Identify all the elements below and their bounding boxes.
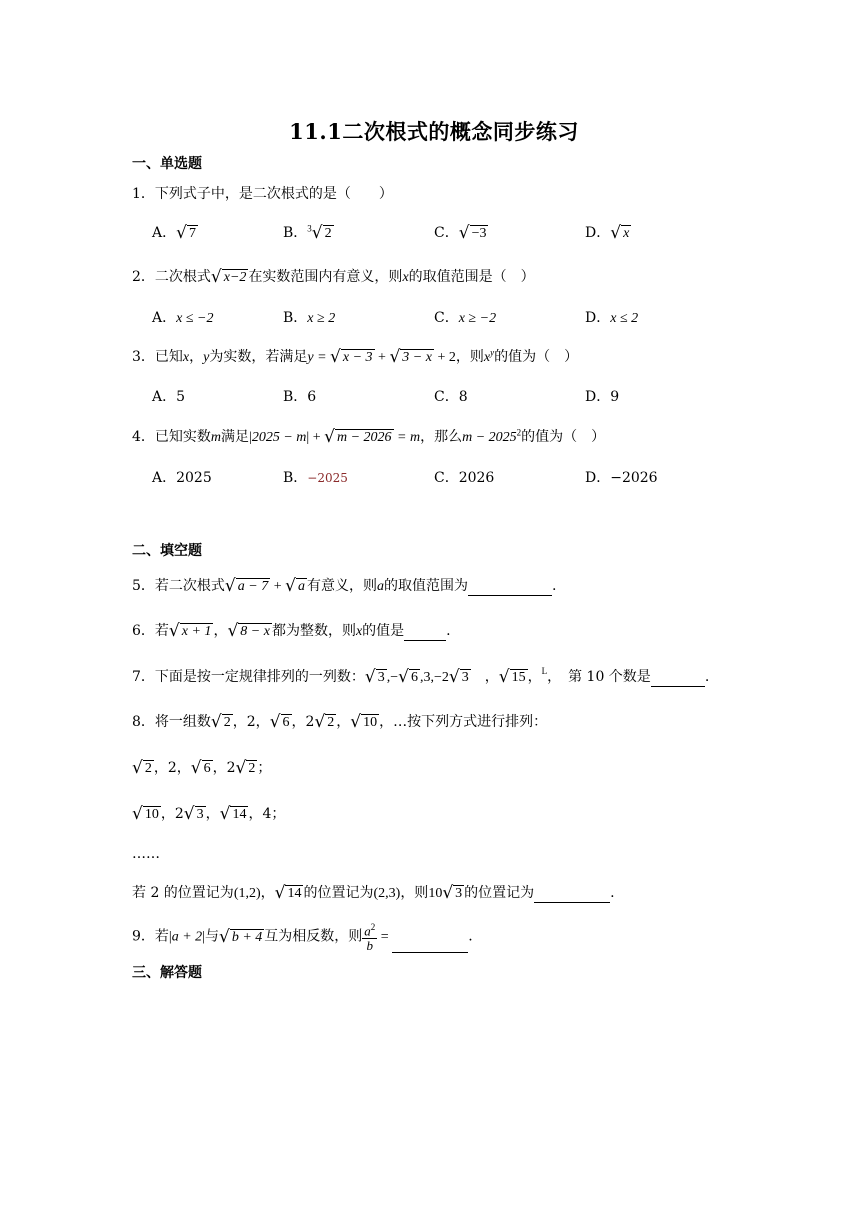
q3-option-a: A．5 (152, 389, 186, 405)
answer-blank-6[interactable] (404, 626, 446, 641)
q8-ellipsis: …… (132, 846, 160, 862)
answer-blank-5[interactable] (468, 581, 552, 596)
q2-option-d: D．x ≤ 2 (585, 310, 639, 326)
question-3-stem: 3．已知x，y为实数，若满足y = √ x − 3 + √ 3 − x + 2，则$x^y$的值为（ ） (132, 347, 579, 367)
page-title: 11.1二次根式的概念同步练习 (289, 119, 579, 144)
q1-option-d: D．√ x (585, 223, 630, 243)
question-8-stem: 8．将一组数√ 2 ，2，√ 6 ，2√ 2 ，√ 10 ，…按下列方式进行排列： (132, 712, 548, 732)
q3-option-b: B．6 (283, 389, 317, 405)
q4-option-c: C．2026 (434, 470, 495, 486)
q4-option-a: A．2025 (152, 470, 212, 486)
question-7-stem: 7．下面是按一定规律排列的一列数：√ 3 ,−√ 6 ,3,−2√ 3 ，√ 15 ，$^L$， 第 10 个数是 . (132, 666, 710, 687)
q8-position-line: 若 2 的位置记为(1,2)，√ 14 的位置记为(2,3)，则10√ 3 的位置记为 . (132, 883, 615, 903)
q1-option-c: C．√ −3 (434, 223, 487, 243)
q4-option-b: B．−2025 (283, 470, 348, 486)
question-6-stem: 6．若√ x + 1 ，√ 8 − x 都为整数，则x的值是 . (132, 621, 451, 641)
section-heading-fill-blank: 二、填空题 (132, 543, 202, 559)
fraction-a2-over-b: $\frac{a^2}{b}$ (364, 922, 376, 954)
section-heading-single-choice: 一、单选题 (132, 156, 202, 172)
answer-blank-7[interactable] (651, 672, 705, 687)
q2-option-c: C．x ≥ −2 (434, 310, 497, 326)
q2-option-a: A．x ≤ −2 (152, 310, 214, 326)
q3-option-c: C．8 (434, 389, 468, 405)
answer-blank-8[interactable] (534, 888, 610, 903)
answer-blank-9[interactable] (392, 938, 468, 953)
q3-option-d: D．9 (585, 389, 620, 405)
q8-row-2: √ 10 ，2√ 3 ，√ 14 ，4； (132, 804, 286, 824)
question-1-stem: 1．下列式子中，是二次根式的是（ ） (132, 186, 393, 202)
q4-option-d: D．−2026 (585, 470, 658, 486)
question-9-stem: 9．若|a + 2|与√ b + 4 互为相反数，则 $\frac{a^2}{b}$ = . (132, 922, 473, 954)
q2-option-b: B．x ≥ 2 (283, 310, 336, 326)
q1-option-a: A．√ 7 (152, 223, 196, 243)
question-2-stem: 2．二次根式√ x−2 在实数范围内有意义，则x的取值范围是（ ） (132, 267, 535, 287)
q8-row-1: √ 2 ，2，√ 6 ，2√ 2 ； (132, 758, 272, 778)
question-4-stem: 4．已知实数m满足|2025 − m| + √ m − 2026 = m，那么$m - 2025^2$的值为（ ） (132, 427, 606, 447)
question-5-stem: 5．若二次根式√ a − 7 + √ a 有意义，则a的取值范围为 . (132, 576, 557, 596)
q1-option-b: B．$^3$√ 2 (283, 223, 332, 243)
section-heading-answer: 三、解答题 (132, 965, 202, 981)
